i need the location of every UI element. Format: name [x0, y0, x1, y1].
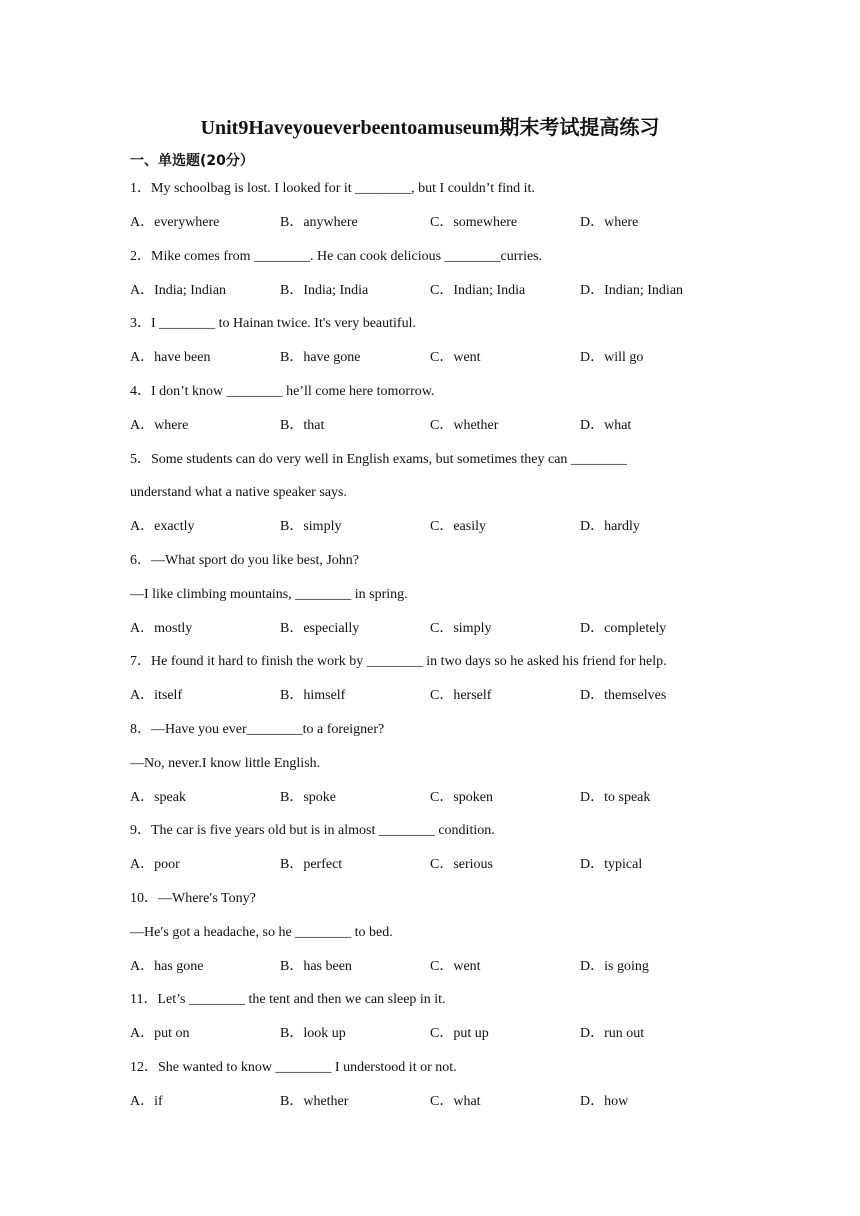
question-3-text: 3．I ________ to Hainan twice. It's very beautiful.: [130, 316, 416, 331]
option-a: A．if: [130, 1094, 163, 1109]
option-b: B．himself: [280, 688, 346, 703]
question-7-text: 7．He found it hard to finish the work by ________ in two days so he asked his friend for help.: [130, 654, 667, 669]
option-d: D．how: [580, 1094, 629, 1109]
question-9-text: 9．The car is five years old but is in almost ________ condition.: [130, 823, 495, 838]
question-12-options: [130, 1092, 770, 1112]
question-5-text-continued: understand what a native speaker says.: [130, 485, 347, 500]
option-b: B．has been: [280, 959, 352, 974]
question-10-text: 10．—Where′s Tony?: [130, 891, 256, 906]
option-c: C．whether: [430, 418, 499, 433]
option-a: A．mostly: [130, 621, 193, 636]
option-c: C．serious: [430, 857, 493, 872]
question-4-text: 4．I don’t know ________ he’ll come here tomorrow.: [130, 384, 435, 399]
option-a: A．exactly: [130, 519, 195, 534]
question-4-options: [130, 416, 770, 436]
option-a: A．has gone: [130, 959, 204, 974]
question-1-text: 1．My schoolbag is lost. I looked for it ________, but I couldn’t find it.: [130, 181, 535, 196]
option-b: B．anywhere: [280, 215, 358, 230]
option-c: C．simply: [430, 621, 492, 636]
option-d: D．Indian; Indian: [580, 283, 684, 298]
question-11-text: 11．Let’s ________ the tent and then we can sleep in it.: [130, 992, 446, 1007]
question-3-options: [130, 348, 770, 368]
option-b: B．spoke: [280, 790, 336, 805]
option-d: D．hardly: [580, 519, 640, 534]
option-b: B．that: [280, 418, 325, 433]
question-5-text: 5．Some students can do very well in English exams, but sometimes they can ________: [130, 452, 627, 467]
option-a: A．speak: [130, 790, 186, 805]
question-2-text: 2．Mike comes from ________. He can cook delicious ________curries.: [130, 249, 543, 264]
option-a: A．put on: [130, 1026, 190, 1041]
question-8-text: 8．—Have you ever________to a foreigner?: [130, 722, 385, 737]
option-a: A．everywhere: [130, 215, 220, 230]
option-d: D．will go: [580, 350, 644, 365]
section-heading: 一、单选题(20分）: [130, 153, 254, 169]
option-d: D．is going: [580, 959, 649, 974]
option-d: D．to speak: [580, 790, 651, 805]
question-7-options: [130, 686, 770, 706]
option-c: C．herself: [430, 688, 492, 703]
option-c: C．spoken: [430, 790, 493, 805]
question-8-options: [130, 788, 770, 808]
document-title: Unit9Haveyoueverbeentoamuseum期末考试提高练习: [200, 117, 660, 139]
option-b: B．simply: [280, 519, 342, 534]
option-a: A．poor: [130, 857, 180, 872]
option-c: C．put up: [430, 1026, 489, 1041]
option-c: C．somewhere: [430, 215, 518, 230]
option-b: B．India; India: [280, 283, 369, 298]
question-9-options: [130, 855, 770, 875]
question-5-options: [130, 517, 770, 537]
option-b: B．look up: [280, 1026, 346, 1041]
option-b: B．perfect: [280, 857, 343, 872]
question-8-response: —No, never.I know little English.: [130, 756, 321, 771]
option-b: B．especially: [280, 621, 360, 636]
question-6-text: 6．—What sport do you like best, John?: [130, 553, 360, 568]
option-d: D．where: [580, 215, 639, 230]
option-b: B．whether: [280, 1094, 349, 1109]
option-d: D．completely: [580, 621, 667, 636]
question-2-options: [130, 281, 770, 301]
option-d: D．what: [580, 418, 632, 433]
option-a: A．India; Indian: [130, 283, 227, 298]
option-a: A．itself: [130, 688, 183, 703]
option-c: C．went: [430, 350, 481, 365]
option-d: D．typical: [580, 857, 643, 872]
option-c: C．what: [430, 1094, 481, 1109]
question-6-options: [130, 619, 770, 639]
question-10-response: —He′s got a headache, so he ________ to bed.: [130, 925, 393, 940]
question-1-options: [130, 213, 770, 233]
option-d: D．themselves: [580, 688, 667, 703]
option-c: C．Indian; India: [430, 283, 526, 298]
option-c: C．easily: [430, 519, 486, 534]
question-10-options: [130, 957, 770, 977]
question-6-response: —I like climbing mountains, ________ in spring.: [130, 587, 408, 602]
option-a: A．have been: [130, 350, 211, 365]
option-b: B．have gone: [280, 350, 361, 365]
option-c: C．went: [430, 959, 481, 974]
question-12-text: 12．She wanted to know ________ I understood it or not.: [130, 1060, 457, 1075]
option-a: A．where: [130, 418, 189, 433]
option-d: D．run out: [580, 1026, 645, 1041]
question-11-options: [130, 1024, 770, 1044]
